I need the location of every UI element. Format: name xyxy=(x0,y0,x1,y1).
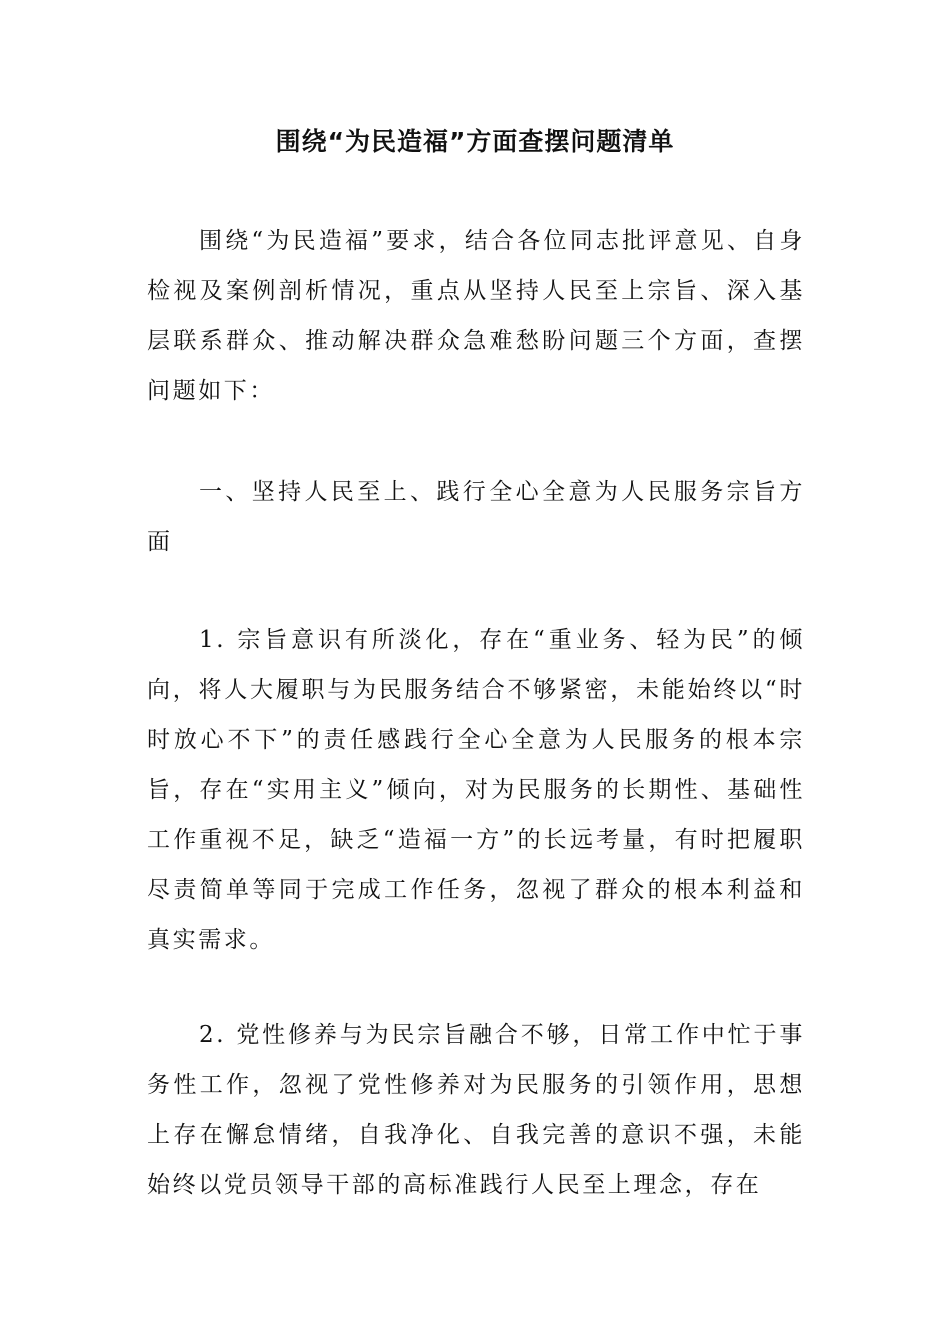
problem-item-2: 2. 党性修养与为民宗旨融合不够，日常工作中忙于事务性工作，忽视了党性修养对为民服务的引领作用，思想上存在懈怠情绪，自我净化、自我完善的意识不强，未能始终以党员领导干部的高标准践行人民至上理念，存在 xyxy=(147,1022,805,1198)
document-title: 围绕“为民造福”方面查摆问题清单 xyxy=(275,127,675,156)
problem-item-1: 1. 宗旨意识有所淡化，存在“重业务、轻为民”的倾向，将人大履职与为民服务结合不够紧密，未能始终以“时时放心不下”的责任感践行全心全意为人民服务的根本宗旨，存在“实用主义”倾向，对为民服务的长期性、基础性工作重视不足，缺乏“造福一方”的长远考量，有时把履职尽责简单等同于完成工作任务，忽视了群众的根本利益和真实需求。 xyxy=(147,627,805,953)
intro-paragraph: 围绕“为民造福”要求，结合各位同志批评意见、自身检视及案例剖析情况，重点从坚持人民至上宗旨、深入基层联系群众、推动解决群众急难愁盼问题三个方面，查摆问题如下： xyxy=(147,228,805,404)
section-heading: 一、坚持人民至上、践行全心全意为人民服务宗旨方面 xyxy=(147,479,805,555)
